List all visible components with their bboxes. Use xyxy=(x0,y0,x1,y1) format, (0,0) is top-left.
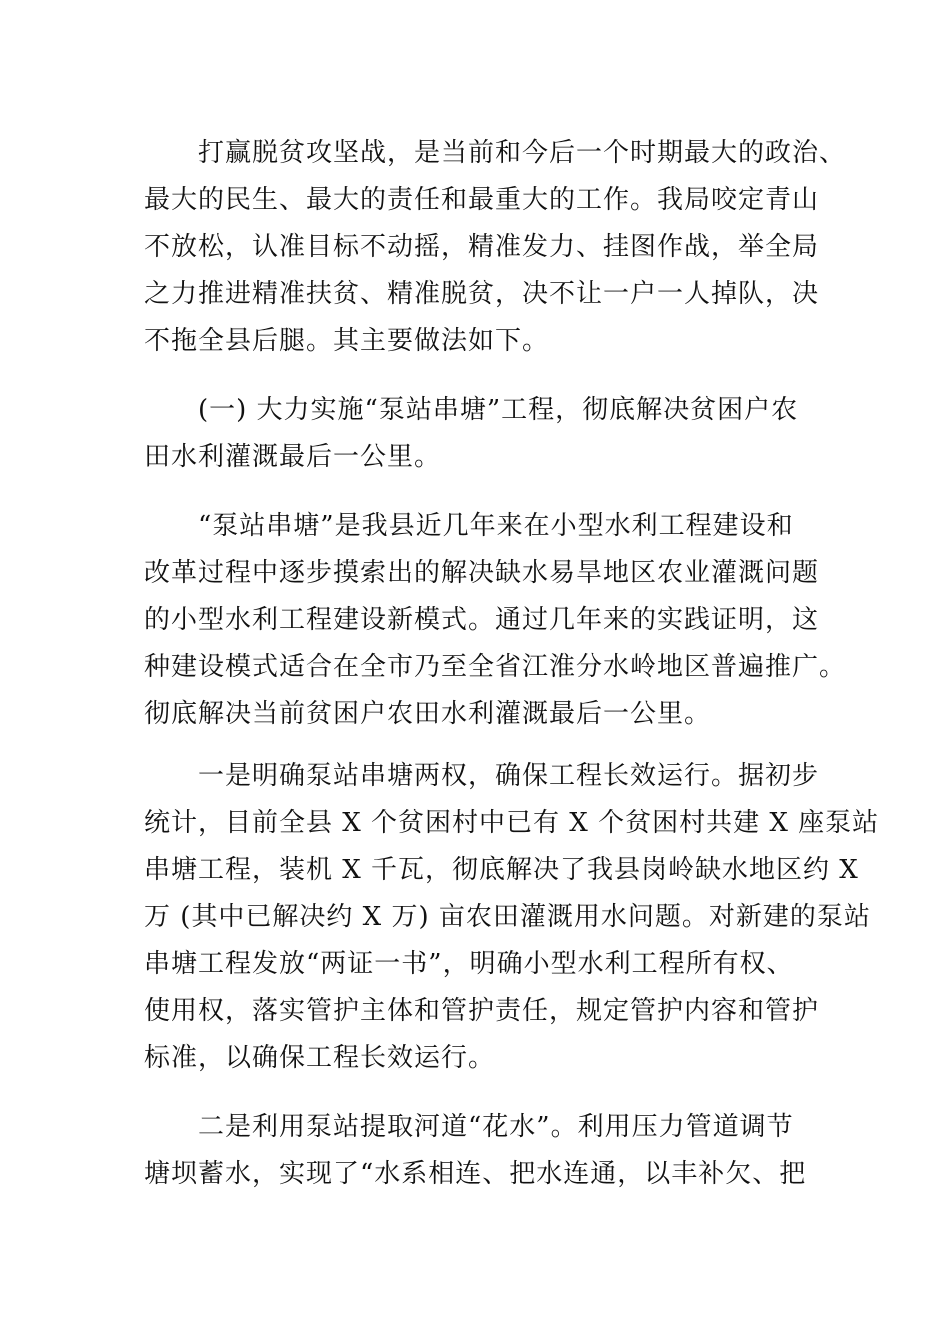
text-line: 统计，目前全县 X 个贫困村中已有 X 个贫困村共建 X 座泵站 xyxy=(144,808,880,838)
text-line: 的小型水利工程建设新模式。通过几年来的实践证明，这 xyxy=(144,605,820,635)
text-line: 二是利用泵站提取河道“花水”。利用压力管道调节 xyxy=(144,1112,794,1142)
paragraph-point-one xyxy=(144,753,880,1082)
text-line: 彻底解决当前贫困户农田水利灌溉最后一公里。 xyxy=(144,699,712,729)
text-line: 之力推进精准扶贫、精准脱贫，决不让一户一人掉队，决 xyxy=(144,279,820,309)
paragraph-pump-station xyxy=(144,503,847,738)
paragraph-intro xyxy=(144,130,847,365)
text-line: 使用权，落实管护主体和管护责任，规定管护内容和管护 xyxy=(144,996,820,1026)
document-body xyxy=(144,130,880,1198)
text-line: (一) 大力实施“泵站串塘”工程，彻底解决贫困户农 xyxy=(144,395,799,425)
text-line: 标准，以确保工程长效运行。 xyxy=(144,1043,496,1073)
section-heading xyxy=(144,387,810,481)
text-line: 不拖全县后腿。其主要做法如下。 xyxy=(144,326,550,356)
paragraph-point-two xyxy=(144,1104,810,1198)
text-line: 打赢脱贫攻坚战，是当前和今后一个时期最大的政治、 xyxy=(144,138,847,168)
text-line: 田水利灌溉最后一公里。 xyxy=(144,442,442,472)
text-line: 种建设模式适合在全市乃至全省江淮分水岭地区普遍推广。 xyxy=(144,652,847,682)
text-line: 不放松，认准目标不动摇，精准发力、挂图作战，举全局 xyxy=(144,232,820,262)
text-line: 串塘工程发放“两证一书”，明确小型水利工程所有权、 xyxy=(144,949,794,979)
text-line: 最大的民生、最大的责任和最重大的工作。我局咬定青山 xyxy=(144,185,820,215)
text-line: 万 (其中已解决约 X 万) 亩农田灌溉用水问题。对新建的泵站 xyxy=(144,902,871,932)
text-line: “泵站串塘”是我县近几年来在小型水利工程建设和 xyxy=(144,511,794,541)
text-line: 改革过程中逐步摸索出的解决缺水易旱地区农业灌溉问题 xyxy=(144,558,820,588)
text-line: 塘坝蓄水，实现了“水系相连、把水连通，以丰补欠、把 xyxy=(144,1159,807,1189)
text-line: 一是明确泵站串塘两权，确保工程长效运行。据初步 xyxy=(144,761,820,791)
text-line: 串塘工程，装机 X 千瓦，彻底解决了我县岗岭缺水地区约 X xyxy=(144,855,859,885)
